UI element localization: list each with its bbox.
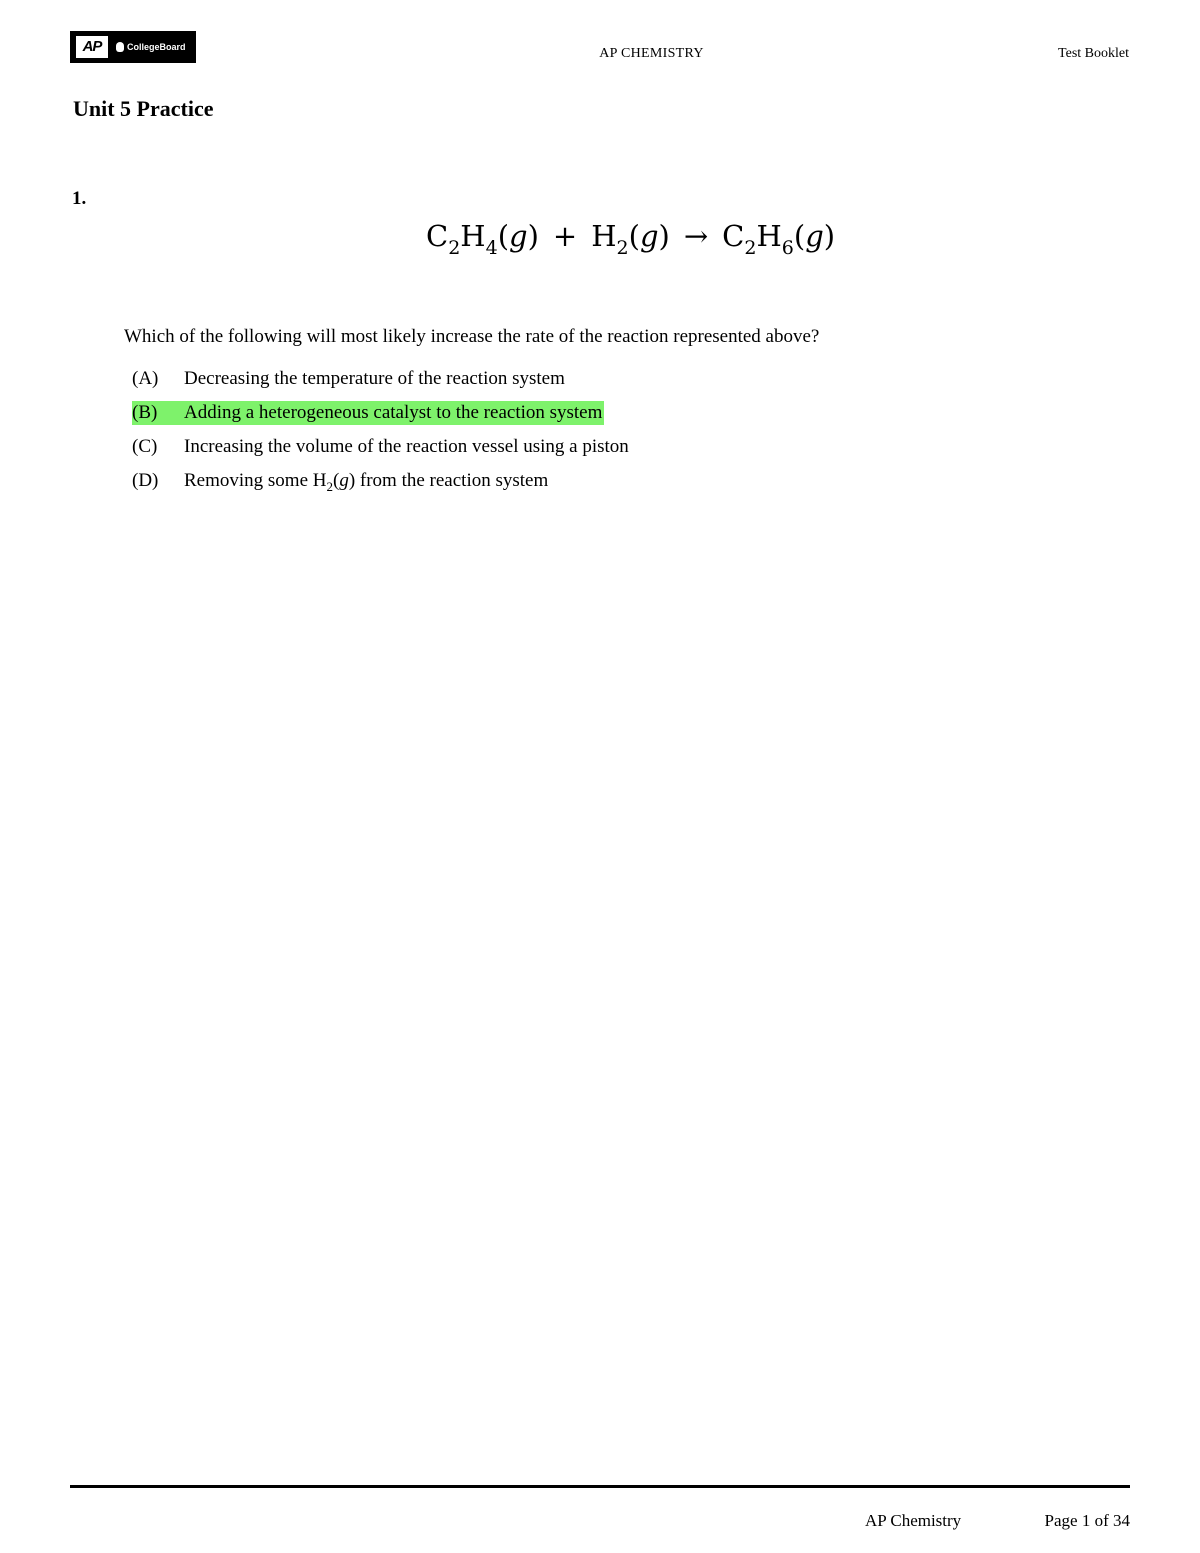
page-title: Unit 5 Practice (73, 96, 214, 121)
option-text: Increasing the volume of the reaction vessel using a piston (184, 436, 629, 457)
highlighted-answer (132, 401, 604, 425)
footer-divider (70, 1485, 1130, 1488)
option-letter: (C) (132, 436, 158, 457)
option-text: Removing some $H_2(g)$ from the reaction system (184, 470, 549, 494)
ap-logo-mark: AP (76, 36, 108, 58)
header-subject: AP CHEMISTRY (599, 46, 704, 61)
header-booklet-label: Test Booklet (1058, 46, 1129, 61)
option-d[interactable] (132, 464, 631, 498)
option-c[interactable] (132, 430, 631, 464)
option-text: Adding a heterogeneous catalyst to the reaction system (184, 402, 603, 423)
option-a[interactable] (132, 362, 631, 396)
page-number: Page 1 of 34 (1044, 1511, 1130, 1530)
collegeboard-label: CollegeBoard (127, 42, 186, 52)
option-letter: (A) (132, 368, 159, 389)
question-number: 1. (72, 188, 87, 209)
option-text: Decreasing the temperature of the reaction system (184, 368, 565, 389)
option-letter: (B) (132, 402, 158, 423)
chemical-equation: $C_2H_4(g) + H_2(g) \to C_2H_6(g)$ (426, 219, 836, 259)
question-stem: Which of the following will most likely increase the rate of the reaction represented above? (124, 326, 820, 347)
reaction-arrow: → (683, 219, 709, 253)
option-letter: (D) (132, 470, 159, 491)
answer-options (132, 362, 631, 498)
footer-subject: AP Chemistry (865, 1511, 962, 1530)
option-b[interactable] (132, 396, 631, 430)
